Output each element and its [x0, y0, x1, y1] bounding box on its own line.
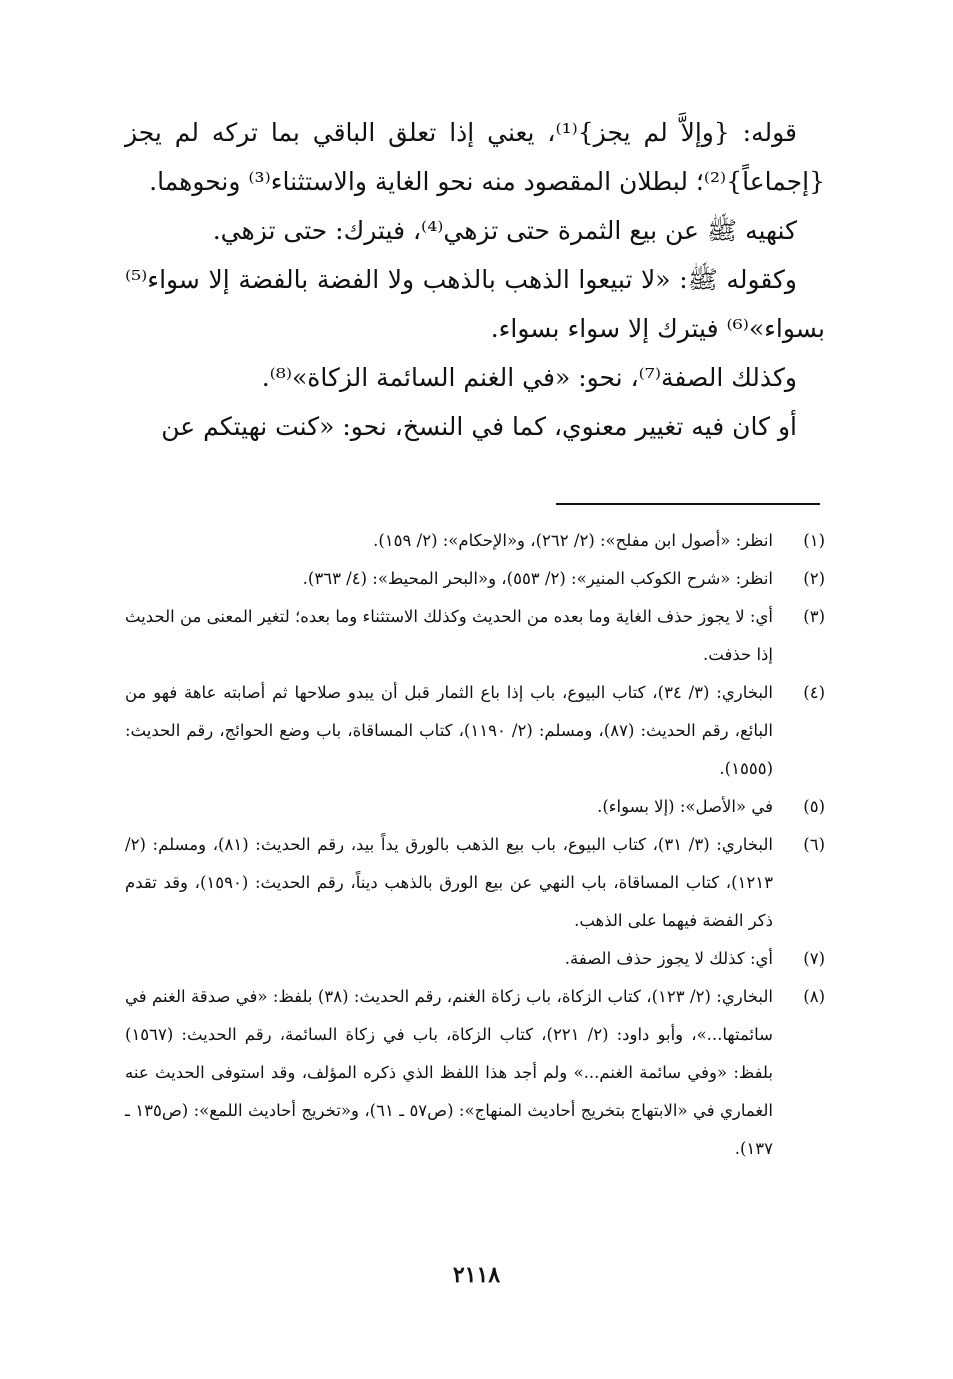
main-paragraph: وكذلك الصفة⁽⁷⁾، نحو: «في الغنم السائمة الزكاة»⁽⁸⁾.: [261, 363, 797, 392]
footnote: [125, 788, 825, 826]
footnote-number: (٤): [803, 683, 825, 702]
main-paragraph: أو كان فيه تغيير معنوي، كما في النسخ، نحو: «كنت نهيتكم عن: [161, 412, 797, 441]
footnote-text: أي: لا يجوز حذف الغاية وما بعده من الحديث وكذلك الاستثناء وما بعده؛ لتغير المعنى من الحديث إذا حذفت.: [125, 607, 773, 664]
footnote: [125, 826, 825, 940]
footnote-text: البخاري: (٣/ ٣٤)، كتاب البيوع، باب إذا باع الثمار قبل أن يبدو صلاحها ثم أصابته عاهة فهو من البائع، رقم الحديث: (٨٧)، ومسلم: (٢/ ١١٩٠)، كتاب المساقاة، باب وضع الحوائج، رقم الحديث: (١٥٥٥).: [125, 683, 774, 778]
footnote-text: البخاري: (٣/ ٣١)، كتاب البيوع، باب بيع الذهب بالورق يداً بيد، رقم الحديث: (٨١)، ومسلم: (٢/ ١٢١٣)، كتاب المساقاة، باب النهي عن بيع الورق بالذهب ديناً، رقم الحديث: (١٥٩٠)، وقد تقدم ذكر الفضة فيهما على الذهب.: [125, 835, 773, 930]
footnote-number: (١): [803, 531, 825, 550]
main-paragraph: كنهيه ﷺ عن بيع الثمرة حتى تزهي⁽⁴⁾، فيترك: حتى تزهي.: [212, 216, 797, 245]
main-text-block: [125, 108, 825, 451]
footnote-number: (٦): [803, 835, 825, 854]
footnote: [125, 978, 825, 1168]
footnote-text: في «الأصل»: (إلا بسواء).: [597, 797, 773, 816]
footnote-number: (٣): [803, 607, 825, 626]
footnote: [125, 674, 825, 788]
footnotes-block: [125, 522, 825, 1168]
footnote-separator: [556, 503, 820, 505]
footnote-text: أي: كذلك لا يجوز حذف الصفة.: [564, 949, 773, 968]
page-number: ٢١١٨: [452, 1262, 501, 1288]
main-paragraph: قوله: {وإلاَّ لم يجز}⁽¹⁾، يعني إذا تعلق الباقي بما تركه لم يجز {إجماعاً}⁽²⁾؛ لبطلان المقصود منه نحو الغاية والاستثناء⁽³⁾ ونحوهما.: [125, 118, 825, 196]
footnote-text: انظر: «أصول ابن مفلح»: (٢/ ٢٦٢)، و«الإحكام»: (٢/ ١٥٩).: [373, 531, 773, 550]
footnote: [125, 940, 825, 978]
footnote-number: (٥): [803, 797, 825, 816]
footnote-number: (٢): [803, 569, 825, 588]
footnote: [125, 560, 825, 598]
main-paragraph: وكقوله ﷺ: «لا تبيعوا الذهب بالذهب ولا الفضة بالفضة إلا سواء⁽⁵⁾ بسواء»⁽⁶⁾ فيترك إلا سواء بسواء.: [125, 265, 825, 343]
footnote-number: (٧): [803, 949, 825, 968]
footnote-number: (٨): [803, 987, 825, 1006]
footnote-text: انظر: «شرح الكوكب المنير»: (٢/ ٥٥٣)، و«البحر المحيط»: (٤/ ٣٦٣).: [302, 569, 773, 588]
footnote-text: البخاري: (٢/ ١٢٣)، كتاب الزكاة، باب زكاة الغنم، رقم الحديث: (٣٨) بلفظ: «في صدقة الغنم في سائمتها...»، وأبو داود: (٢/ ٢٢١)، كتاب الزكاة، باب في زكاة السائمة، رقم الحديث: (١٥٦٧) بلفظ: «وفي سائمة الغنم...» ولم أجد هذا اللفظ الذي ذكره المؤلف، وقد استوفى الحديث عنه الغماري في «الابتهاج بتخريج أحاديث المنهاج»: (ص٥٧ ـ ٦١)، و«تخريج أحاديث اللمع»: (ص١٣٥ ـ ١٣٧).: [125, 987, 773, 1158]
footnote: [125, 598, 825, 674]
footnote: [125, 522, 825, 560]
